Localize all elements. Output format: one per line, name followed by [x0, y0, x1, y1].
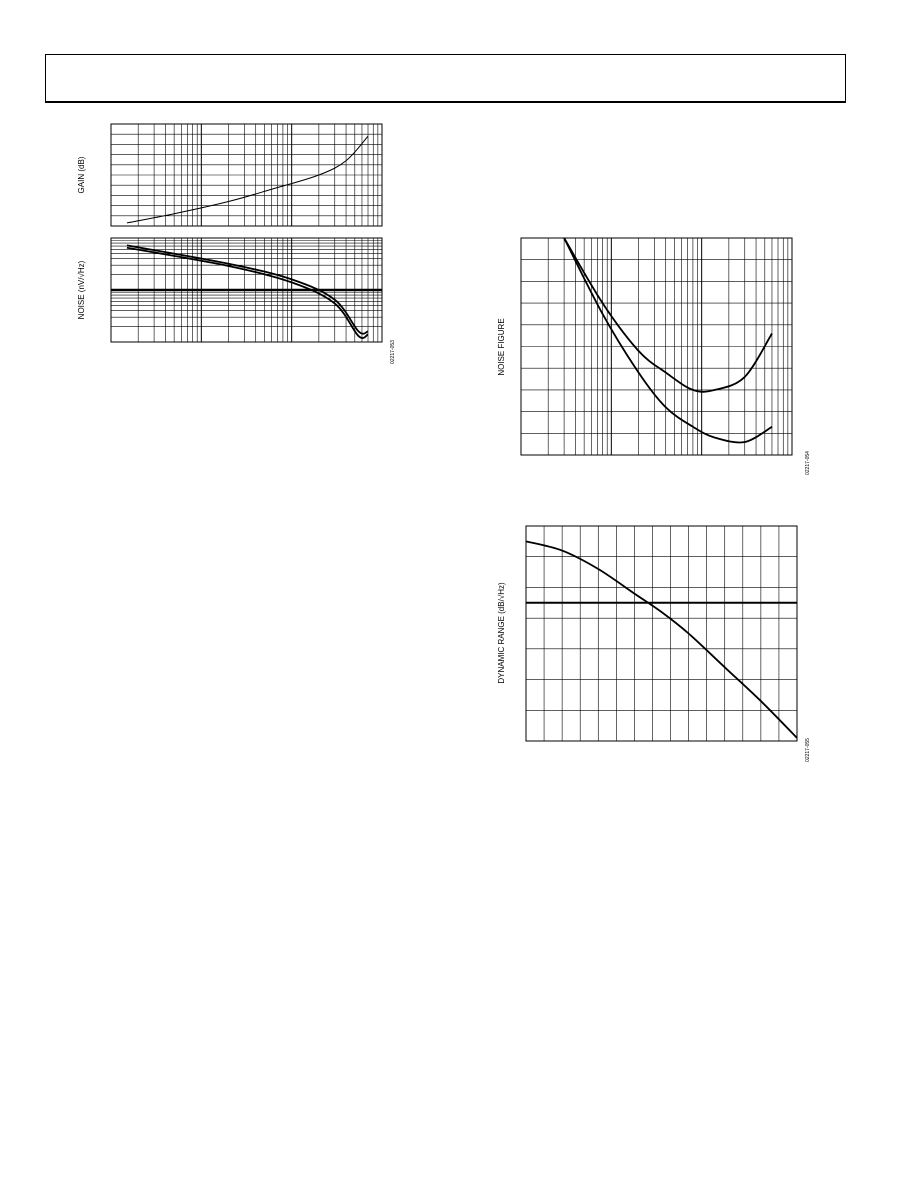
dynamic-range-chart-series: [526, 541, 797, 738]
noise-figure-chart: [490, 230, 820, 480]
noise-chart: [70, 230, 410, 380]
dynamic-range-figure-code: 02217-055: [805, 738, 811, 762]
page-header-box: [45, 54, 846, 103]
series-line-2: [127, 248, 368, 338]
series-line-1: [526, 541, 797, 738]
gain-y-axis-label: GAIN (dB): [77, 156, 86, 194]
dynamic-range-y-axis-label: DYNAMIC RANGE (dB/√Hz): [497, 582, 506, 684]
noise-figure-code-label: 02217-054: [805, 451, 811, 475]
dynamic-range-chart: [490, 520, 820, 770]
gain-chart: [70, 115, 390, 235]
noise-figure-code: 02217-053: [390, 340, 396, 364]
gain-chart-series: [127, 136, 368, 223]
gain-chart-grid: [111, 124, 382, 226]
noise-chart-grid: [111, 238, 382, 342]
noise-figure-chart-grid: [521, 238, 792, 455]
noise-y-axis-label: NOISE (nV/√Hz): [77, 260, 86, 320]
series-line-1: [127, 136, 368, 223]
series-line-1: [564, 238, 772, 392]
dynamic-range-chart-frame: [526, 526, 797, 741]
noise-figure-y-axis-label: NOISE FIGURE: [497, 318, 506, 376]
dynamic-range-chart-grid: [526, 526, 797, 741]
noise-chart-series: [127, 245, 368, 338]
